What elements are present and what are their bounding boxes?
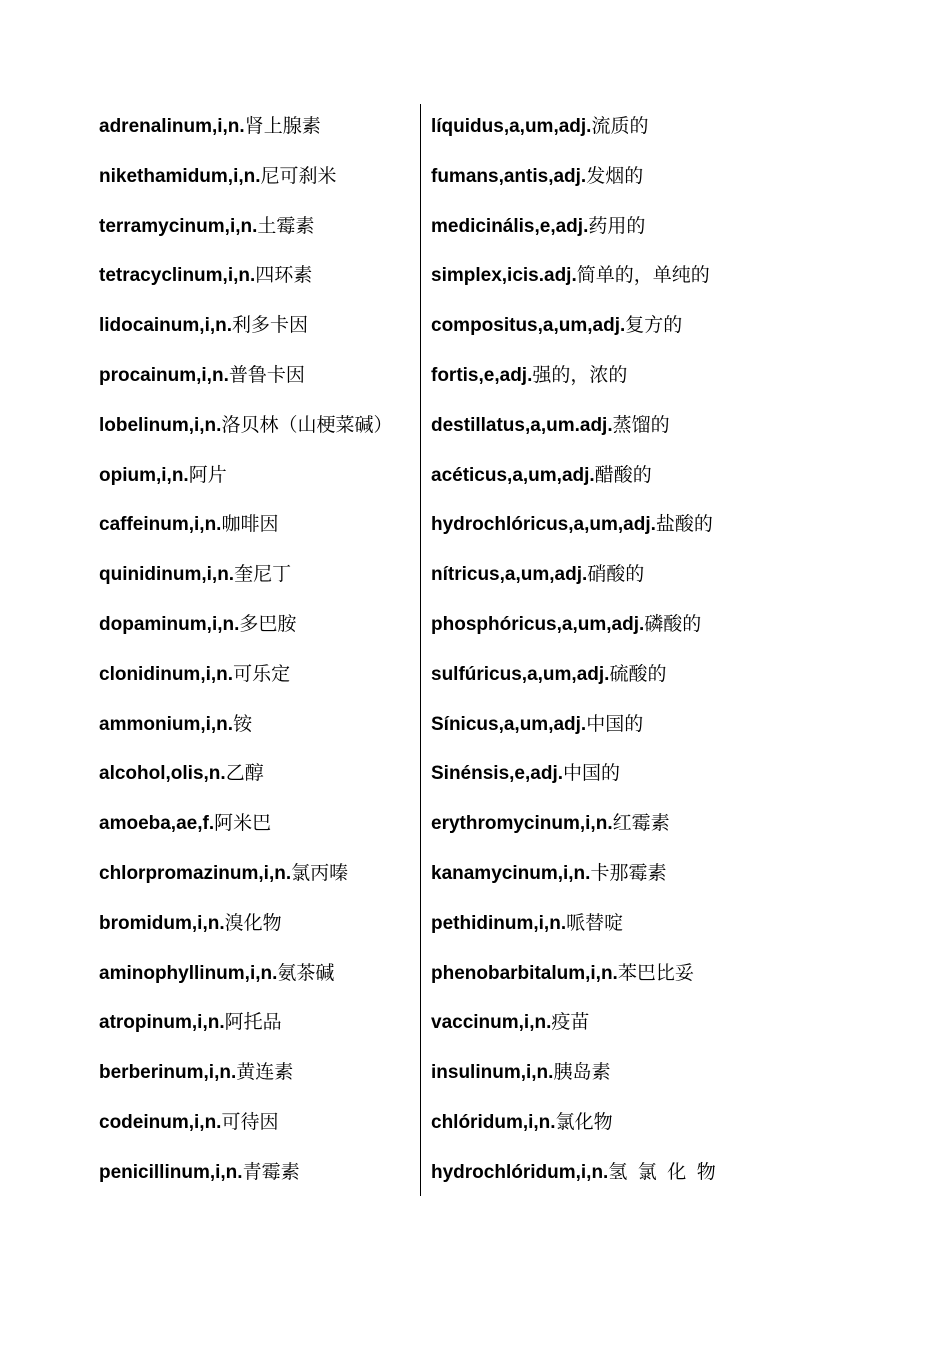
chinese-translation: 硫酸的 (609, 662, 667, 685)
latin-term: sulfúricus,a,um,adj. (431, 663, 610, 685)
chinese-translation: 磷酸的 (644, 612, 702, 635)
latin-term: bromidum,i,n. (99, 912, 225, 934)
vocabulary-entry (431, 1148, 791, 1198)
vocabulary-entry (99, 600, 414, 650)
vocabulary-entry (431, 998, 791, 1048)
chinese-translation: 疫苗 (551, 1011, 590, 1034)
latin-term: medicinális,e,adj. (431, 215, 589, 237)
vocabulary-entry (431, 600, 791, 650)
chinese-translation: 阿米巴 (214, 812, 272, 835)
latin-term: destillatus,a,um.adj. (431, 414, 613, 436)
chinese-translation: 盐酸的 (655, 513, 713, 536)
chinese-translation: 多巴胺 (239, 612, 297, 635)
latin-term: simplex,icis.adj. (431, 265, 577, 287)
latin-term: berberinum,i,n. (99, 1062, 237, 1084)
latin-term: tetracyclinum,i,n. (99, 265, 256, 287)
chinese-translation: 氨茶碱 (277, 961, 335, 984)
latin-term: nikethamidum,i,n. (99, 165, 261, 187)
vocabulary-entry (431, 1048, 791, 1098)
latin-term: kanamycinum,i,n. (431, 862, 591, 884)
chinese-translation: 利多卡因 (232, 314, 309, 337)
chinese-translation: 硝酸的 (587, 563, 645, 586)
chinese-translation: 氯化物 (555, 1110, 613, 1133)
vocabulary-entry (99, 1098, 414, 1148)
latin-term: procainum,i,n. (99, 364, 229, 386)
latin-term: nítricus,a,um,adj. (431, 564, 588, 586)
vocabulary-entry (431, 301, 791, 351)
latin-term: clonidinum,i,n. (99, 663, 234, 685)
chinese-translation: 简单的，单纯的 (576, 264, 710, 287)
chinese-translation: 普鲁卡因 (228, 363, 305, 386)
chinese-translation: 土霉素 (257, 214, 315, 237)
chinese-translation: 溴化物 (224, 911, 282, 934)
latin-term: alcohol,olis,n. (99, 763, 226, 785)
vocabulary-entry (99, 102, 414, 152)
latin-term: adrenalinum,i,n. (99, 116, 245, 137)
latin-term: penicillinum,i,n. (99, 1161, 243, 1183)
vocabulary-entry (99, 351, 414, 401)
vocabulary-entry (431, 949, 791, 999)
vocabulary-entry (99, 650, 414, 700)
vocabulary-entry (431, 1098, 791, 1148)
chinese-translation: 胰岛素 (553, 1061, 611, 1084)
latin-term: Sínicus,a,um,adj. (431, 713, 587, 735)
vocabulary-entry (431, 500, 791, 550)
vocabulary-entry (431, 650, 791, 700)
chinese-translation: 可待因 (221, 1110, 279, 1133)
latin-term: amoeba,ae,f. (99, 813, 215, 835)
latin-term: fumans,antis,adj. (431, 165, 587, 187)
vocabulary-entry (431, 351, 791, 401)
vocabulary-entry (99, 899, 414, 949)
vocabulary-entry (99, 799, 414, 849)
left-vocabulary-column (99, 102, 414, 1198)
latin-term: ammonium,i,n. (99, 713, 234, 735)
vocabulary-entry (431, 799, 791, 849)
latin-term: dopaminum,i,n. (99, 613, 240, 635)
chinese-translation: 乙醇 (225, 762, 264, 785)
vocabulary-entry (431, 102, 791, 152)
vocabulary-entry (431, 849, 791, 899)
latin-term: erythromycinum,i,n. (431, 813, 613, 835)
right-vocabulary-column (431, 102, 791, 1198)
vocabulary-entry (99, 849, 414, 899)
chinese-translation: 阿片 (188, 463, 227, 486)
vocabulary-entry (99, 152, 414, 202)
chinese-translation: 氢氯化物 (608, 1160, 727, 1183)
chinese-translation: 醋酸的 (594, 463, 652, 486)
latin-term: chlorpromazinum,i,n. (99, 862, 292, 884)
latin-term: insulinum,i,n. (431, 1062, 554, 1084)
vocabulary-entry (431, 749, 791, 799)
chinese-translation: 流质的 (591, 115, 649, 137)
vocabulary-entry (99, 1048, 414, 1098)
vocabulary-entry (431, 401, 791, 451)
vocabulary-entry (99, 301, 414, 351)
latin-term: chlóridum,i,n. (431, 1111, 556, 1133)
vocabulary-entry (99, 451, 414, 501)
chinese-translation: 氯丙嗪 (291, 861, 349, 884)
chinese-translation: 红霉素 (612, 812, 670, 835)
latin-term: compositus,a,um,adj. (431, 315, 626, 337)
chinese-translation: 复方的 (625, 314, 683, 337)
latin-term: pethidinum,i,n. (431, 912, 567, 934)
chinese-translation: 中国的 (586, 712, 644, 735)
chinese-translation: 尼可刹米 (260, 164, 337, 187)
vocabulary-entry (431, 451, 791, 501)
vocabulary-entry (99, 749, 414, 799)
latin-term: terramycinum,i,n. (99, 215, 258, 237)
vocabulary-entry (99, 949, 414, 999)
chinese-translation: 咖啡因 (221, 513, 279, 536)
latin-term: codeinum,i,n. (99, 1111, 222, 1133)
chinese-translation: 卡那霉素 (590, 861, 667, 884)
latin-term: lidocainum,i,n. (99, 315, 233, 337)
chinese-translation: 四环素 (255, 264, 313, 287)
chinese-translation: 苯巴比妥 (617, 961, 694, 984)
chinese-translation: 阿托品 (224, 1011, 282, 1034)
vocabulary-entry (99, 998, 414, 1048)
vocabulary-entry (99, 202, 414, 252)
chinese-translation: 洛贝林（山梗菜碱） (221, 413, 393, 436)
vocabulary-entry (431, 700, 791, 750)
vocabulary-entry (99, 401, 414, 451)
vocabulary-entry (99, 550, 414, 600)
latin-term: phosphóricus,a,um,adj. (431, 613, 645, 635)
latin-term: caffeinum,i,n. (99, 514, 222, 536)
chinese-translation: 药用的 (588, 214, 646, 237)
vocabulary-entry (431, 202, 791, 252)
vocabulary-entry (431, 899, 791, 949)
vocabulary-entry (99, 251, 414, 301)
chinese-translation: 蒸馏的 (612, 413, 670, 436)
chinese-translation: 青霉素 (242, 1160, 300, 1183)
latin-term: hydrochlóridum,i,n. (431, 1161, 609, 1183)
chinese-translation: 黄连素 (236, 1061, 294, 1084)
latin-term: Sinénsis,e,adj. (431, 763, 563, 785)
latin-term: hydrochlóricus,a,um,adj. (431, 514, 656, 536)
chinese-translation: 发烟的 (586, 164, 644, 187)
latin-term: acéticus,a,um,adj. (431, 464, 595, 486)
chinese-translation: 哌替啶 (566, 911, 624, 934)
vocabulary-entry (431, 550, 791, 600)
vocabulary-entry (431, 251, 791, 301)
vocabulary-entry (99, 700, 414, 750)
latin-term: lobelinum,i,n. (99, 414, 222, 436)
latin-term: fortis,e,adj. (431, 364, 533, 386)
latin-term: opium,i,n. (99, 464, 189, 486)
column-divider (420, 104, 421, 1196)
latin-term: phenobarbitalum,i,n. (431, 962, 618, 984)
latin-term: líquidus,a,um,adj. (431, 116, 592, 137)
latin-term: vaccinum,i,n. (431, 1012, 552, 1034)
chinese-translation: 奎尼丁 (234, 563, 292, 586)
latin-term: aminophyllinum,i,n. (99, 962, 278, 984)
chinese-translation: 中国的 (563, 762, 621, 785)
vocabulary-entry (99, 500, 414, 550)
vocabulary-entry (431, 152, 791, 202)
chinese-translation: 可乐定 (233, 662, 291, 685)
vocabulary-entry (99, 1148, 414, 1198)
chinese-translation: 铵 (233, 712, 253, 735)
chinese-translation: 强的，浓的 (532, 363, 628, 386)
latin-term: atropinum,i,n. (99, 1012, 225, 1034)
chinese-translation: 肾上腺素 (244, 115, 321, 137)
latin-term: quinidinum,i,n. (99, 564, 235, 586)
